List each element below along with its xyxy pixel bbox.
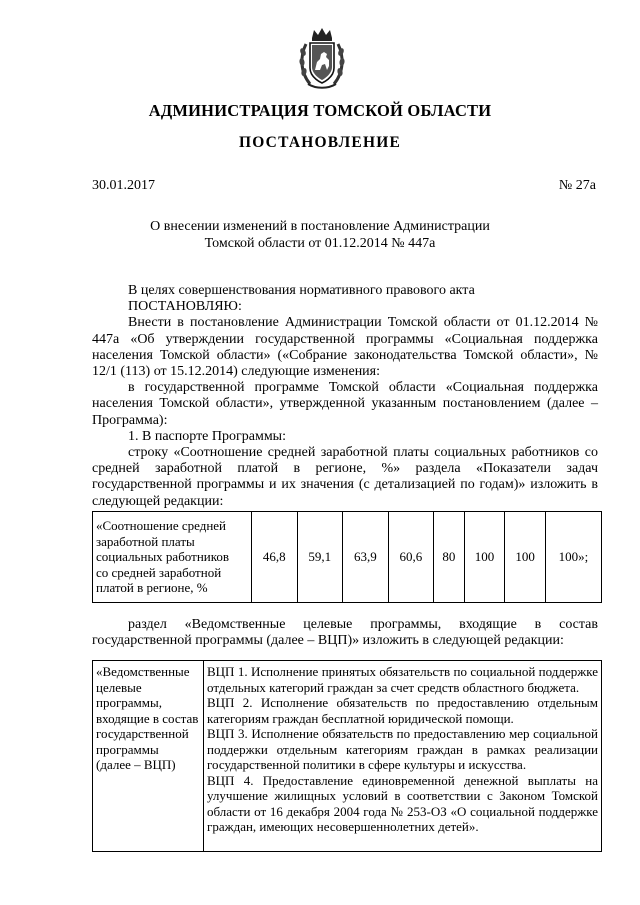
body-paragraph: строку «Соотношение средней заработной платы социальных работников со средней заработной платой в регионе, %» раздела «Показатели задач государственной программы и их значения (с детализацией по годам)» изложить в следующей редакции: — [92, 445, 598, 509]
label-line: программы — [96, 741, 159, 757]
value-cell: 63,9 — [343, 512, 389, 603]
label-line: заработной платы — [96, 533, 195, 549]
indicator-label-cell — [93, 512, 252, 603]
value-cell: 100 — [505, 512, 546, 603]
programs-table — [92, 660, 602, 852]
body-paragraph: В целях совершенствования нормативного правового акта — [128, 283, 475, 298]
body-paragraph: Внести в постановление Администрации Томской области от 01.12.2014 № 447а «Об утверждении государственной программы «Социальная поддержка населения Томской области» («Собрание законодательства Томской области», № 12/1 (113) от 15.12.2014) следующие изменения: — [92, 315, 598, 380]
programs-list-cell — [204, 661, 602, 852]
label-line: программы, — [96, 695, 162, 710]
label-line: государственной — [96, 726, 189, 741]
value-cell: 59,1 — [297, 512, 343, 603]
body-paragraph: 1. В паспорте Программы: — [128, 428, 286, 444]
program-item: ВЦП 3. Исполнение обязательств по предоставлению мер социальной поддержки отдельным категориям граждан в рамках реализации государственной политики в сфере культуры и искусства. — [207, 726, 598, 772]
value-cell: 60,6 — [388, 512, 434, 603]
document-body — [92, 283, 598, 510]
label-line: входящие в состав — [96, 710, 199, 726]
document-number: № 27а — [558, 178, 596, 193]
label-line: социальных работников — [96, 549, 230, 565]
programs-label-cell — [93, 661, 204, 852]
subject-line-2: Томской области от 01.12.2014 № 447а — [204, 236, 436, 251]
label-line: «Ведомственные — [96, 664, 190, 679]
value-cell: 100 — [464, 512, 505, 603]
program-item: ВЦП 4. Предоставление единовременной денежной выплаты на улучшение жилищных условий в соответствии с Законом Томской области от 16 декабря 2004 года № 253-ОЗ «О социальной поддержке граждан, имеющих несовершеннолетних детей». — [207, 772, 598, 834]
label-line: целевые — [96, 679, 142, 695]
document-type-title: ПОСТАНОВЛЕНИЕ — [238, 134, 402, 151]
body-paragraph: ПОСТАНОВЛЯЮ: — [128, 299, 242, 315]
table-row — [93, 512, 602, 603]
value-cell: 100»; — [545, 512, 601, 603]
organization-title: АДМИНИСТРАЦИЯ ТОМСКОЙ ОБЛАСТИ — [148, 101, 492, 120]
subject-line-1: О внесении изменений в постановление Администрации — [150, 219, 490, 234]
document-subject — [0, 218, 640, 252]
label-line: платой в регионе, % — [96, 580, 208, 596]
value-cell: 46,8 — [252, 512, 298, 603]
table-row — [93, 661, 602, 852]
value-cell: 80 — [434, 512, 465, 603]
tomsk-coat-of-arms-icon — [296, 26, 348, 92]
body-paragraph: в государственной программе Томской области «Социальная поддержка населения Томской области», утвержденной указанным постановлением (далее – Программа): — [92, 380, 598, 428]
document-date: 30.01.2017 — [92, 178, 155, 193]
body-paragraph: раздел «Ведомственные целевые программы, входящие в состав государственной программы (далее – ВЦП)» изложить в следующей редакции: — [92, 617, 598, 649]
indicator-table — [92, 511, 602, 603]
label-line: «Соотношение средней — [96, 518, 227, 534]
label-line: (далее – ВЦП) — [96, 757, 176, 772]
label-line: со средней заработной — [96, 564, 222, 580]
program-item: ВЦП 2. Исполнение обязательств по предоставлению отдельным категориям граждан бесплатной юридической помощи. — [207, 695, 598, 726]
section-paragraph — [92, 617, 598, 649]
program-item: ВЦП 1. Исполнение принятых обязательств по социальной поддержке отдельных категорий граждан за счет средств областного бюджета. — [207, 664, 598, 695]
